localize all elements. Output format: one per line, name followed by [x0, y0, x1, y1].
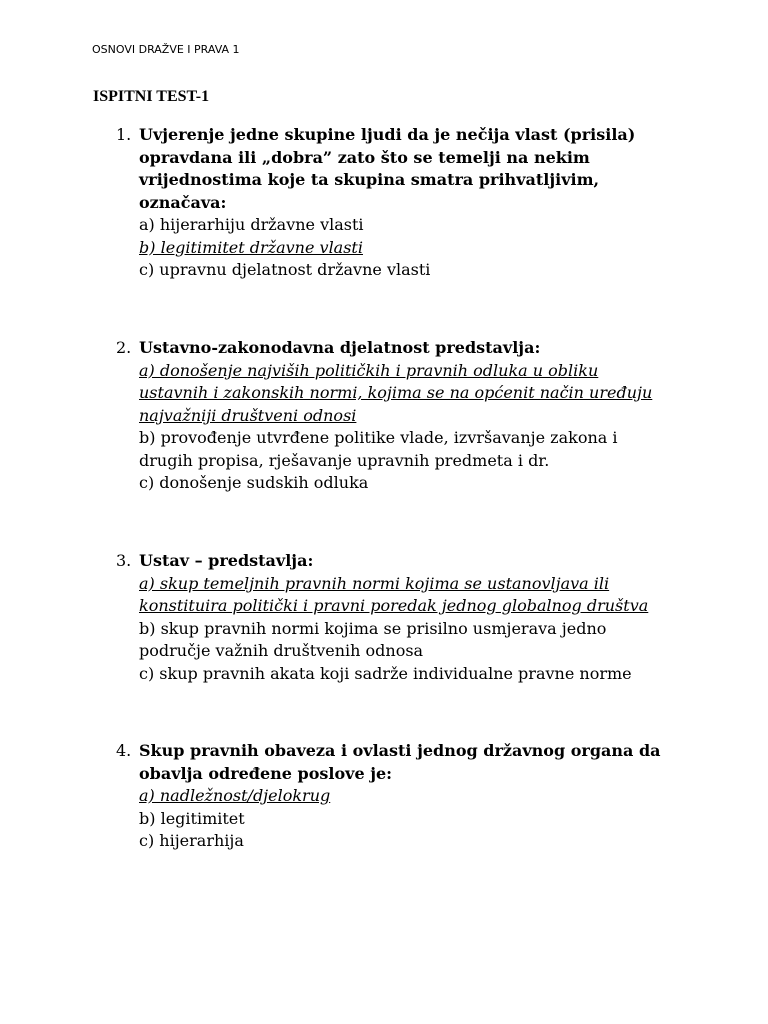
answer-line-wrapper [139, 785, 696, 808]
document-title: ISPITNI TEST-1 [93, 88, 210, 105]
answer-option-line: b) provođenje utvrđene politike vlade, izvršavanje zakona i [139, 428, 618, 447]
question-text-line: obavlja određene poslove je: [139, 763, 393, 783]
answer-option-a [139, 214, 696, 237]
answer-option-line: c) donošenje sudskih odluka [139, 473, 369, 492]
answer-line-wrapper [139, 663, 696, 686]
answer-option-b [139, 427, 696, 472]
question-text [139, 550, 696, 573]
answer-option-b-correct [139, 237, 696, 260]
question-text [139, 124, 696, 214]
answer-line-wrapper [139, 640, 696, 663]
answer-option-c [139, 663, 696, 686]
answer-option-line: ustavnih i zakonskih normi, kojima se na općenit način uređuju [139, 383, 653, 402]
question-3 [116, 550, 696, 685]
answer-option-line: c) hijerarhija [139, 831, 244, 850]
question-2 [116, 337, 696, 495]
answer-option-line: b) skup pravnih normi kojima se prisilno usmjerava jedno [139, 618, 607, 638]
question-1 [116, 124, 696, 282]
answer-line-wrapper [139, 472, 696, 495]
answer-line-wrapper [139, 237, 696, 260]
answer-option-b [139, 618, 696, 663]
answer-option-line: područje važnih društvenih odnosa [139, 641, 424, 660]
page-header: OSNOVI DRAŽVE I PRAVA 1 [92, 43, 240, 56]
answer-option-line: konstituira politički i pravni poredak jednog globalnog društva [139, 596, 649, 615]
answer-option-line: a) hijerarhiju državne vlasti [139, 215, 364, 234]
question-text-line: opravdana ili „dobra” zato što se temelji na nekim [139, 147, 590, 167]
answer-line-wrapper [139, 450, 696, 473]
question-text-line: Ustavno-zakonodavna djelatnost predstavlja: [139, 338, 541, 357]
answer-option-a-correct [139, 785, 696, 808]
answer-line-wrapper [139, 618, 696, 641]
question-text [139, 740, 696, 785]
answer-option-line: a) nadležnost/djelokrug [139, 786, 331, 805]
answer-line-wrapper [139, 427, 696, 450]
answer-option-line: b) legitimitet državne vlasti [139, 237, 363, 257]
answer-line-wrapper [139, 382, 696, 405]
answer-option-c [139, 830, 696, 853]
answer-line-wrapper [139, 595, 696, 618]
question-4 [116, 740, 696, 853]
answer-line-wrapper [139, 259, 696, 282]
answer-option-c [139, 259, 696, 282]
question-text-line: vrijednostima koje ta skupina smatra prihvatljivim, [139, 170, 600, 189]
answer-option-line: c) upravnu djelatnost državne vlasti [139, 260, 431, 279]
answer-option-line: b) legitimitet [139, 808, 245, 828]
answer-line-wrapper [139, 360, 696, 383]
question-number: 2. [116, 338, 132, 357]
question-number: 3. [116, 551, 132, 570]
question-number: 4. [116, 741, 132, 760]
question-body [139, 337, 696, 495]
answer-option-c [139, 472, 696, 495]
answer-option-line: drugih propisa, rješavanje upravnih predmeta i dr. [139, 450, 550, 470]
answer-option-line: a) skup temeljnih pravnih normi kojima se ustanovljava ili [139, 573, 610, 593]
question-text-line: označava: [139, 192, 227, 212]
question-body [139, 740, 696, 853]
answer-line-wrapper [139, 830, 696, 853]
question-body [139, 550, 696, 685]
answer-line-wrapper [139, 405, 696, 428]
question-text-line: Uvjerenje jedne skupine ljudi da je nečija vlast (prisila) [139, 125, 636, 144]
answer-line-wrapper [139, 573, 696, 596]
answer-line-wrapper [139, 214, 696, 237]
answer-option-a-correct [139, 573, 696, 618]
answer-option-line: najvažniji društveni odnosi [139, 405, 357, 425]
question-text-line: Skup pravnih obaveza i ovlasti jednog državnog organa da [139, 741, 661, 760]
question-body [139, 124, 696, 282]
answer-option-b [139, 808, 696, 831]
answer-line-wrapper [139, 808, 696, 831]
question-text [139, 337, 696, 360]
answer-option-line: a) donošenje najviših političkih i pravnih odluka u obliku [139, 360, 599, 380]
answer-option-line: c) skup pravnih akata koji sadrže individualne pravne norme [139, 663, 632, 683]
question-text-line: Ustav – predstavlja: [139, 551, 314, 570]
answer-option-a-correct [139, 360, 696, 428]
question-number: 1. [116, 125, 132, 144]
